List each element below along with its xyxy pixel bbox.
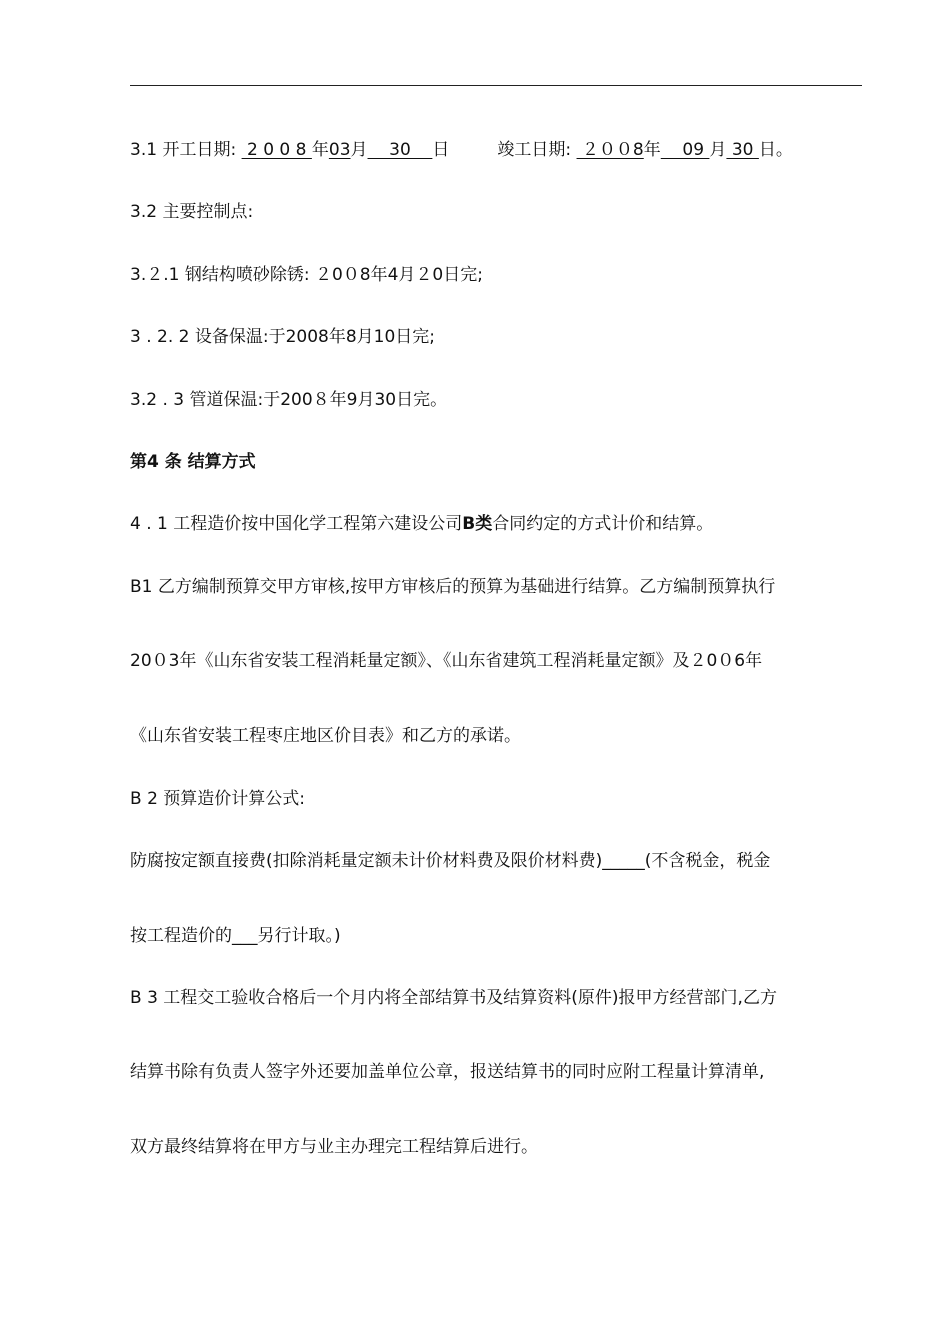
day-char-2: 日。	[758, 140, 793, 160]
start-month: 03	[328, 140, 351, 160]
month-char-2: 月	[709, 140, 727, 160]
clause-3-2-2: 3 . 2. 2 设备保温:于2008年8月10日完;	[130, 327, 436, 347]
article-4-heading: 第4 条 结算方式	[130, 452, 256, 472]
b3-line-2: 结算书除有负责人签字外还要加盖单位公章，报送结算书的同时应附工程量计算清单,	[130, 1062, 765, 1082]
clause-4-1-text-post: 合同约定的方式计价和结算。	[492, 514, 714, 534]
start-year: 2 0 0 8	[241, 140, 312, 160]
b2-title: B 2 预算造价计算公式:	[130, 789, 306, 809]
b3-line-3: 双方最终结算将在甲方与业主办理完工程结算后进行。	[130, 1137, 538, 1157]
end-year: ２００8	[576, 140, 644, 160]
b1-line-1: B1 乙方编制预算交甲方审核,按甲方审核后的预算为基础进行结算。乙方编制预算执行	[130, 577, 776, 597]
b1-line-2: 20０3年《山东省安装工程消耗量定额》、《山东省建筑工程消耗量定额》及２0０6年	[130, 651, 763, 671]
month-char-1: 月	[350, 140, 368, 160]
b3-line-1: B 3 工程交工验收合格后一个月内将全部结算书及结算资料(原件)报甲方经营部门,乙方	[130, 988, 777, 1008]
clause-3-2-1: 3.２.1 钢结构喷砂除锈: ２0０8年4月２0日完;	[130, 265, 483, 285]
clause-3-1-dates	[130, 139, 793, 161]
clause-4-1	[130, 513, 713, 535]
end-day: 30	[726, 140, 759, 160]
clause-3-2: 3.2 主要控制点:	[130, 202, 254, 222]
clause-4-1-text-pre: 4 . 1 工程造价按中国化学工程第六建设公司	[130, 514, 463, 534]
b2-line-1: 防腐按定额直接费(扣除消耗量定额未计价材料费及限价材料费)_____(不含税金，税金	[130, 851, 771, 871]
start-date-label: 3.1 开工日期:	[130, 140, 242, 160]
year-char-1: 年	[311, 140, 329, 160]
clause-3-2-3: 3.2 . 3 管道保温:于200８年9月30日完。	[130, 390, 448, 410]
header-rule	[130, 85, 862, 86]
year-char-2: 年	[643, 140, 661, 160]
b2-line-2: 按工程造价的___另行计取。)	[130, 926, 341, 946]
start-day: 30	[367, 140, 433, 160]
end-month: 09	[660, 140, 710, 160]
clause-4-1-bold: B类	[462, 514, 493, 534]
b1-line-3: 《山东省安装工程枣庄地区价目表》和乙方的承诺。	[130, 726, 521, 746]
end-date-label: 竣工日期:	[497, 140, 577, 160]
day-char-1: 日	[432, 140, 450, 160]
